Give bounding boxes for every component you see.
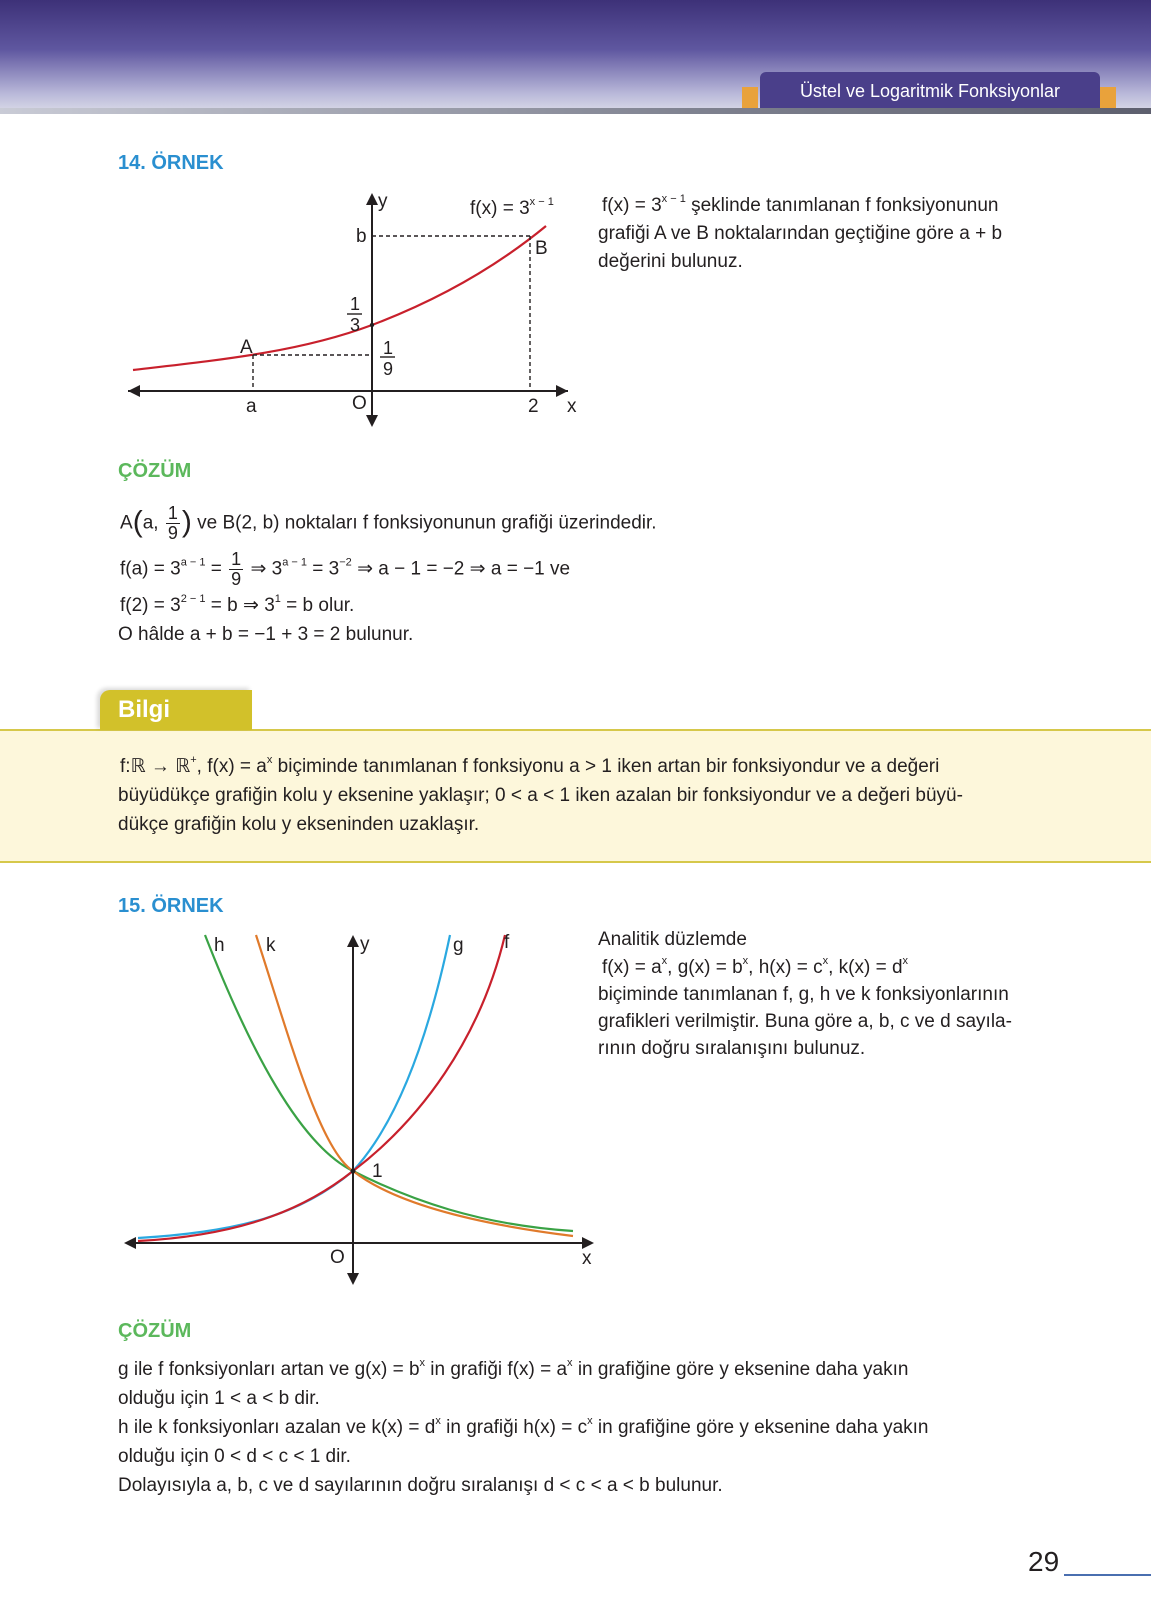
- solution-15-heading: ÇÖZÜM: [118, 1320, 192, 1342]
- example-14-heading: 14. ÖRNEK: [118, 152, 224, 174]
- chapter-title: Üstel ve Logaritmik Fonksiyonlar: [760, 72, 1100, 110]
- sol14-line-1: A(a, $\frac{1}{9}$ ) ve B(2, b) noktaları f fonksiyonunun grafiği üzerindedir.: [120, 503, 657, 543]
- f-curve: [138, 935, 505, 1241]
- example-15-heading: 15. ÖRNEK: [118, 895, 224, 917]
- a-tick-label: a: [246, 396, 257, 417]
- one-third-numerator: 1: [350, 294, 361, 314]
- ex15-problem-line-2: $f(x) = a^x$, $g(x) = b^x$, $h(x) = c^x$, $k(x) = d^x$: [602, 955, 909, 978]
- ex14-problem-line-1: $f(x) = 3^{x - 1}$ şeklinde tanımlanan f fonksiyonunun: [602, 193, 999, 216]
- origin-label: O: [352, 393, 367, 414]
- page-number: 29: [1028, 1546, 1060, 1577]
- solution-14-heading: ÇÖZÜM: [118, 460, 192, 482]
- origin-label: O: [330, 1247, 345, 1268]
- ex15-problem-line-3: biçiminde tanımlanan f, g, h ve k fonksiyonlarının: [598, 984, 1009, 1005]
- sol15-line-4: olduğu için 0 < d < c < 1 dir.: [118, 1446, 351, 1467]
- k-curve: [256, 935, 573, 1236]
- info-line-1: f:ℝ → ℝ+, $f(x) = a^x$ biçiminde tanımlanan f fonksiyonu a > 1 iken artan bir fonksiyondur ve a değeri: [120, 754, 940, 777]
- y-axis-arrow-up: [366, 193, 378, 205]
- example-15-graph: [110, 920, 600, 1290]
- header-accent-left: [742, 87, 758, 110]
- x-axis-label: x: [582, 1248, 592, 1269]
- sol14-line-3: $f(2) = 3^{2 - 1} = b$ ⇒ $3^1 = b$ olur.: [120, 593, 355, 616]
- one-third-denominator: 3: [350, 315, 361, 335]
- y-axis-arrow-down: [366, 415, 378, 427]
- ex14-problem-line-3: değerini bulunuz.: [598, 251, 743, 272]
- info-line-2: büyüdükçe grafiğin kolu y eksenine yaklaşır; 0 < a < 1 iken azalan bir fonksiyondur ve a değeri büyü-: [118, 785, 963, 806]
- point-a-label: A: [240, 337, 253, 358]
- point-b-label: B: [535, 238, 548, 259]
- info-box-title: Bilgi: [100, 690, 252, 730]
- h-curve: [205, 935, 573, 1231]
- ex15-problem-line-1: Analitik düzlemde: [598, 929, 747, 950]
- header-accent-right: [1100, 87, 1116, 110]
- sol15-line-1: g ile f fonksiyonları artan ve $g(x) = b^x$ in grafiği $f(x) = a^x$ in grafiğine göre y eksenine daha yakın: [118, 1357, 909, 1380]
- y-axis-label: y: [360, 934, 370, 955]
- f-label: f: [504, 932, 510, 953]
- x-axis-arrow-left: [124, 1237, 136, 1249]
- ex15-problem-line-4: grafikleri verilmiştir. Buna göre a, b, c ve d sayıla-: [598, 1011, 1012, 1032]
- common-point: [351, 1169, 356, 1174]
- x-axis-label: x: [567, 396, 577, 417]
- b-tick-label: b: [356, 226, 367, 247]
- sol15-line-3: h ile k fonksiyonları azalan ve $k(x) = d^x$ in grafiği $h(x) = c^x$ in grafiğine göre y eksenine daha yakın: [118, 1415, 929, 1438]
- y-axis-arrow-up: [347, 935, 359, 947]
- sol15-line-2: olduğu için 1 < a < b dir.: [118, 1388, 320, 1409]
- x-axis-arrow-left: [128, 385, 140, 397]
- sol15-line-5: Dolayısıyla a, b, c ve d sayılarının doğru sıralanışı d < c < a < b bulunur.: [118, 1475, 723, 1496]
- h-label: h: [214, 935, 225, 956]
- two-tick-label: 2: [528, 396, 539, 417]
- y-intercept-point: [370, 323, 374, 327]
- page-number-rule: [1064, 1574, 1151, 1576]
- exponential-curve: [133, 226, 546, 370]
- function-label: $f(x) = 3^{x - 1}$: [470, 196, 554, 219]
- sol14-line-2: $f(a) = 3^{a - 1}$ = $\frac{1}{9}$ ⇒ $3^{a - 1} = 3^{-2}$ ⇒ a − 1 = −2 ⇒ a = −1 ve: [120, 549, 571, 589]
- g-label: g: [453, 935, 464, 956]
- k-label: k: [266, 935, 276, 956]
- ex15-problem-line-5: rının doğru sıralanışını bulunuz.: [598, 1038, 866, 1059]
- y-axis-label: y: [378, 191, 388, 212]
- one-ninth-denominator: 9: [383, 359, 394, 379]
- info-line-3: dükçe grafiğin kolu y ekseninden uzaklaşır.: [118, 814, 480, 835]
- ex14-problem-line-2: grafiği A ve B noktalarından geçtiğine göre a + b: [598, 223, 1003, 244]
- sol14-line-4: O hâlde a + b = −1 + 3 = 2 bulunur.: [118, 624, 414, 645]
- one-label: 1: [372, 1161, 383, 1182]
- y-axis-arrow-down: [347, 1273, 359, 1285]
- one-ninth-numerator: 1: [383, 338, 394, 358]
- example-14-graph: [110, 180, 590, 430]
- header-divider: [0, 108, 1151, 114]
